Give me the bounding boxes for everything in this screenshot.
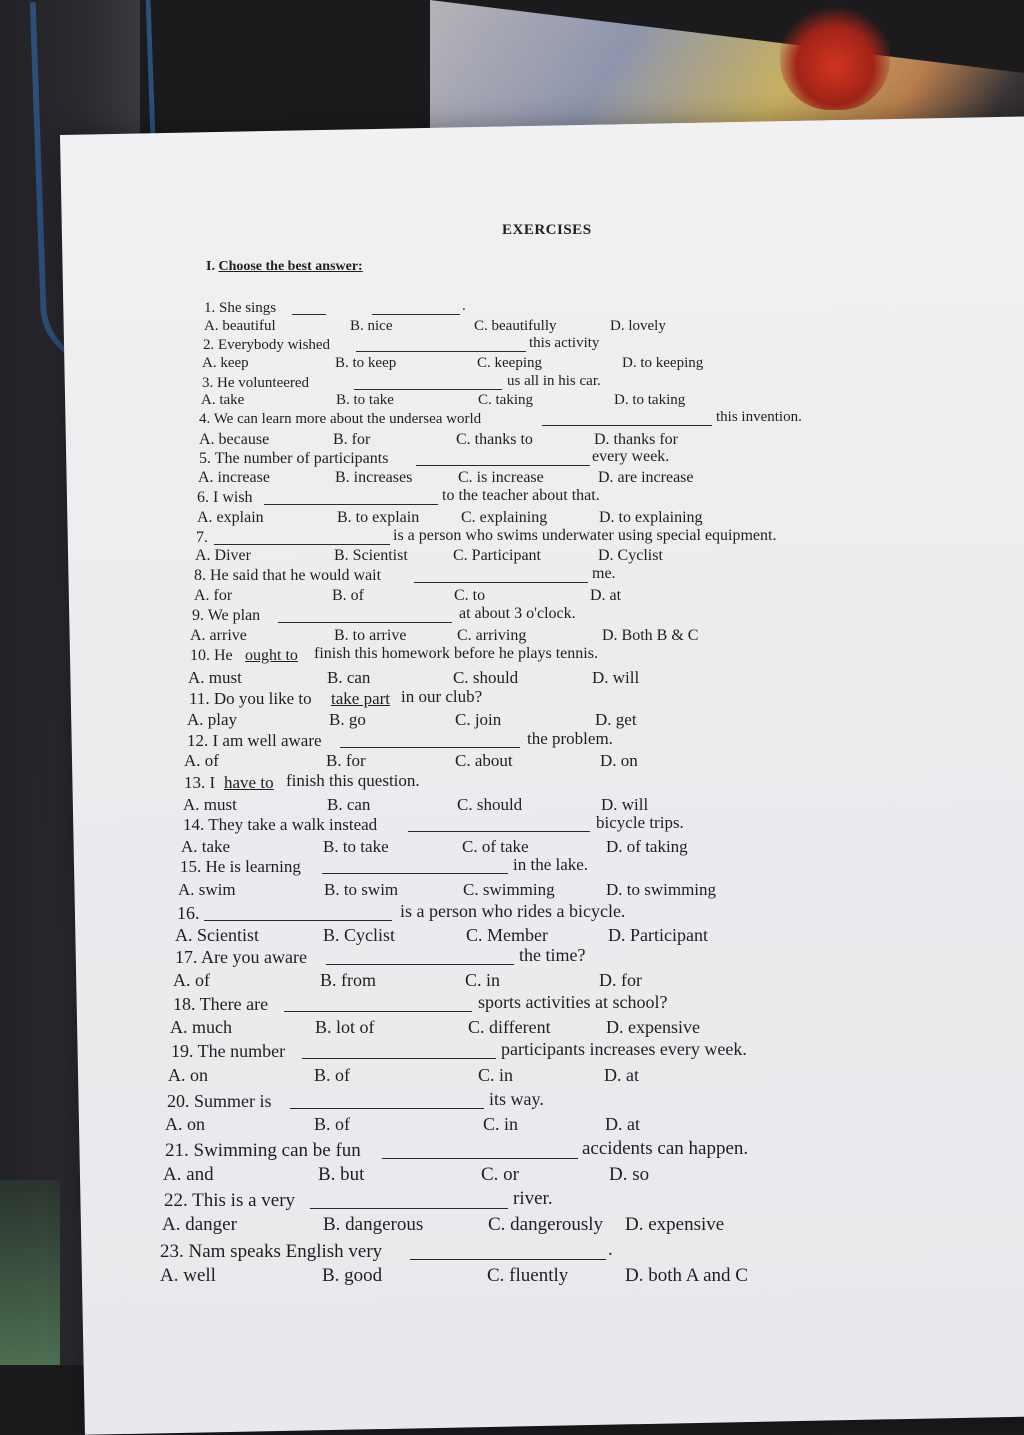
answer-option[interactable]: D. so [609, 1164, 650, 1185]
question-stem-end: me. [592, 565, 616, 582]
answer-option[interactable]: C. join [455, 710, 502, 729]
question-stem: 8. He said that he would wait [194, 567, 382, 584]
answer-option[interactable]: C. in [465, 970, 501, 990]
answer-option[interactable]: B. to swim [324, 880, 399, 899]
answer-option[interactable]: D. at [590, 587, 622, 604]
question-stem-end: river. [513, 1188, 553, 1209]
question-stem-end: the problem. [527, 729, 613, 748]
answer-option[interactable]: B. nice [350, 318, 393, 334]
answer-option[interactable]: B. can [327, 668, 371, 687]
answer-option[interactable]: C. should [453, 668, 519, 687]
answer-option[interactable]: B. to take [323, 837, 389, 856]
answer-option[interactable]: C. different [468, 1017, 551, 1037]
answer-option[interactable]: C. swimming [463, 880, 555, 899]
question-stem-end: its way. [489, 1089, 544, 1109]
answer-option[interactable]: B. Cyclist [323, 925, 396, 945]
answer-blank[interactable] [310, 1208, 508, 1209]
question-stem: 1. She sings [204, 300, 277, 316]
page-title: EXERCISES [502, 222, 592, 238]
question-stem-end: participants increases every week. [501, 1039, 747, 1059]
answer-blank[interactable] [382, 1158, 578, 1159]
answer-option[interactable]: D. are increase [598, 469, 694, 486]
question-underlined-phrase: have to [224, 773, 274, 792]
answer-option[interactable]: B. lot of [315, 1017, 375, 1037]
answer-option[interactable]: C. thanks to [456, 431, 533, 448]
question-stem-end: bicycle trips. [596, 813, 684, 832]
answer-option[interactable]: D. to keeping [622, 355, 704, 371]
question-stem-end: . [608, 1239, 613, 1260]
answer-option[interactable]: A. take [181, 837, 231, 856]
answer-option[interactable]: B. to arrive [334, 627, 407, 644]
answer-option[interactable]: B. for [326, 751, 366, 770]
answer-option[interactable]: A. arrive [190, 627, 247, 644]
question-stem-end: to the teacher about that. [442, 487, 600, 504]
question-stem: 21. Swimming can be fun [165, 1140, 361, 1161]
question-stem: 14. They take a walk instead [183, 815, 378, 834]
question-stem-end: in the lake. [513, 855, 589, 874]
question-stem-end: accidents can happen. [582, 1138, 749, 1159]
answer-option[interactable]: B. go [329, 710, 366, 729]
answer-option[interactable]: B. can [327, 795, 371, 814]
answer-option[interactable]: A. Diver [195, 547, 251, 564]
section-label: Choose the best answer: [218, 259, 363, 274]
question-underlined-phrase: take part [331, 689, 390, 708]
answer-option[interactable]: D. Participant [608, 925, 708, 945]
answer-option[interactable]: B. to keep [335, 355, 397, 371]
question-stem: 6. I wish [197, 489, 253, 506]
answer-option[interactable]: A. keep [202, 355, 249, 371]
answer-blank[interactable] [278, 622, 452, 623]
question-stem-end: at about 3 o'clock. [459, 605, 576, 622]
answer-option[interactable]: D. thanks for [594, 431, 678, 448]
answer-option[interactable]: A. increase [198, 469, 270, 486]
question-stem: 7. [196, 529, 208, 546]
answer-blank[interactable] [542, 425, 712, 426]
question-stem-end: every week. [592, 448, 670, 465]
answer-blank[interactable] [410, 1259, 606, 1260]
question-stem: 12. I am well aware [187, 731, 322, 750]
answer-option[interactable]: D. at [605, 1114, 640, 1134]
answer-option[interactable]: A. for [194, 587, 233, 604]
question-stem-end: . [462, 298, 466, 314]
question-stem-end: sports activities at school? [478, 992, 668, 1012]
answer-option[interactable]: C. should [457, 795, 523, 814]
answer-blank[interactable] [214, 544, 390, 545]
question-stem: 22. This is a very [164, 1190, 296, 1211]
answer-option[interactable]: C. Participant [453, 547, 541, 564]
question-stem: 10. He [190, 647, 233, 664]
answer-option[interactable]: D. expensive [606, 1017, 700, 1037]
question-stem: 16. [177, 903, 200, 923]
answer-option[interactable]: A. on [165, 1114, 205, 1134]
question-stem-end: finish this homework before he plays tennis. [314, 645, 598, 662]
answer-blank[interactable] [340, 747, 520, 748]
answer-option[interactable]: A. must [188, 668, 242, 687]
question-stem: 4. We can learn more about the undersea world [199, 411, 482, 427]
answer-option[interactable]: C. in [483, 1114, 519, 1134]
answer-blank[interactable] [356, 351, 526, 352]
question-stem: 13. I [184, 773, 216, 792]
answer-option[interactable]: D. Both B & C [602, 627, 699, 644]
answer-option[interactable]: A. on [168, 1065, 208, 1085]
question-stem: 19. The number [171, 1041, 286, 1061]
answer-blank[interactable] [290, 1108, 484, 1109]
answer-option[interactable]: A. take [201, 392, 245, 408]
answer-option[interactable]: D. to taking [614, 392, 686, 408]
answer-blank[interactable] [354, 389, 502, 390]
answer-option[interactable]: B. good [322, 1265, 383, 1286]
answer-option[interactable]: C. beautifully [474, 318, 557, 334]
answer-option[interactable]: D. Cyclist [598, 547, 663, 564]
answer-option[interactable]: A. much [170, 1017, 232, 1037]
answer-option[interactable]: C. arriving [457, 627, 527, 644]
answer-option[interactable]: B. Scientist [334, 547, 408, 564]
question-stem: 11. Do you like to [189, 689, 312, 708]
answer-option[interactable]: D. at [604, 1065, 639, 1085]
answer-option[interactable]: B. to explain [337, 509, 420, 526]
question-stem: 9. We plan [192, 607, 261, 624]
answer-option[interactable]: D. both A and C [625, 1265, 748, 1286]
answer-option[interactable]: A. of [184, 751, 219, 770]
answer-option[interactable]: A. because [199, 431, 270, 448]
answer-option[interactable]: C. about [455, 751, 513, 770]
answer-blank[interactable] [302, 1058, 496, 1059]
question-stem-end: is a person who swims underwater using special equipment. [393, 527, 777, 544]
answer-option[interactable]: A. of [173, 970, 210, 990]
answer-option[interactable]: B. of [314, 1065, 350, 1085]
answer-option[interactable]: C. taking [478, 392, 533, 408]
answer-option[interactable]: D. for [599, 970, 642, 990]
answer-option[interactable]: C. to [454, 587, 486, 604]
answer-option[interactable]: A. must [183, 795, 237, 814]
answer-option[interactable]: B. for [333, 431, 371, 448]
answer-option[interactable]: C. or [481, 1164, 519, 1185]
question-stem: 18. There are [173, 994, 269, 1014]
answer-option[interactable]: C. in [478, 1065, 514, 1085]
question-stem-end: is a person who rides a bicycle. [400, 901, 626, 921]
answer-option[interactable]: C. explaining [461, 509, 548, 526]
answer-option[interactable]: D. to explaining [599, 509, 703, 526]
answer-blank[interactable] [414, 582, 588, 583]
answer-option[interactable]: B. but [318, 1164, 365, 1185]
answer-blank[interactable] [284, 1011, 472, 1012]
question-stem: 15. He is learning [180, 857, 301, 876]
answer-option[interactable]: B. of [314, 1114, 350, 1134]
answer-blank[interactable] [408, 831, 590, 832]
answer-option[interactable]: A. play [187, 710, 238, 729]
question-stem: 17. Are you aware [175, 947, 307, 967]
question-stem-end: in our club? [401, 687, 483, 706]
question-underlined-phrase: ought to [245, 647, 298, 664]
question-stem: 5. The number of participants [199, 450, 389, 467]
answer-option[interactable]: D. lovely [610, 318, 666, 334]
answer-option[interactable]: B. from [320, 970, 376, 990]
answer-option[interactable]: C. of take [462, 837, 529, 856]
answer-blank[interactable] [264, 504, 438, 505]
answer-option[interactable]: B. of [332, 587, 364, 604]
question-stem: 20. Summer is [167, 1091, 272, 1111]
answer-blank[interactable] [204, 920, 392, 921]
answer-option[interactable]: A. beautiful [204, 318, 276, 334]
answer-option[interactable]: B. dangerous [323, 1214, 424, 1235]
answer-option[interactable]: C. keeping [477, 355, 542, 371]
question-stem-end: finish this question. [286, 771, 420, 790]
answer-option[interactable]: D. get [595, 710, 637, 729]
answer-blank[interactable] [292, 314, 322, 315]
section-heading [206, 259, 363, 275]
answer-option[interactable]: C. dangerously [488, 1214, 604, 1235]
question-stem: 23. Nam speaks English very [160, 1241, 383, 1262]
answer-blank[interactable] [372, 314, 460, 315]
question-stem-end: this invention. [716, 409, 802, 425]
answer-blank[interactable] [416, 465, 590, 466]
answer-option[interactable]: D. to swimming [606, 880, 717, 899]
answer-option[interactable]: A. danger [162, 1214, 237, 1235]
answer-option[interactable]: D. on [600, 751, 638, 770]
answer-option[interactable]: A. swim [178, 880, 236, 899]
answer-option[interactable]: A. well [160, 1265, 216, 1286]
answer-option[interactable]: B. to take [336, 392, 394, 408]
answer-blank[interactable] [322, 873, 508, 874]
answer-option[interactable]: D. will [592, 668, 640, 687]
answer-option[interactable]: A. and [163, 1164, 214, 1185]
answer-option[interactable]: C. fluently [487, 1265, 569, 1286]
answer-option[interactable]: D. expensive [625, 1214, 725, 1235]
section-number: I. [206, 259, 215, 274]
question-stem: 3. He volunteered [202, 375, 310, 391]
answer-option[interactable]: D. of taking [606, 837, 688, 856]
question-stem: 2. Everybody wished [203, 337, 331, 353]
answer-option[interactable]: D. will [601, 795, 649, 814]
question-stem-end: us all in his car. [507, 373, 601, 389]
question-stem-end: the time? [519, 945, 586, 965]
answer-option[interactable]: C. Member [466, 925, 548, 945]
answer-blank[interactable] [326, 964, 514, 965]
answer-option[interactable]: B. increases [335, 469, 413, 486]
answer-option[interactable]: A. explain [197, 509, 264, 526]
answer-option[interactable]: A. Scientist [175, 925, 259, 945]
answer-option[interactable]: C. is increase [458, 469, 544, 486]
question-stem-end: this activity [529, 335, 600, 351]
